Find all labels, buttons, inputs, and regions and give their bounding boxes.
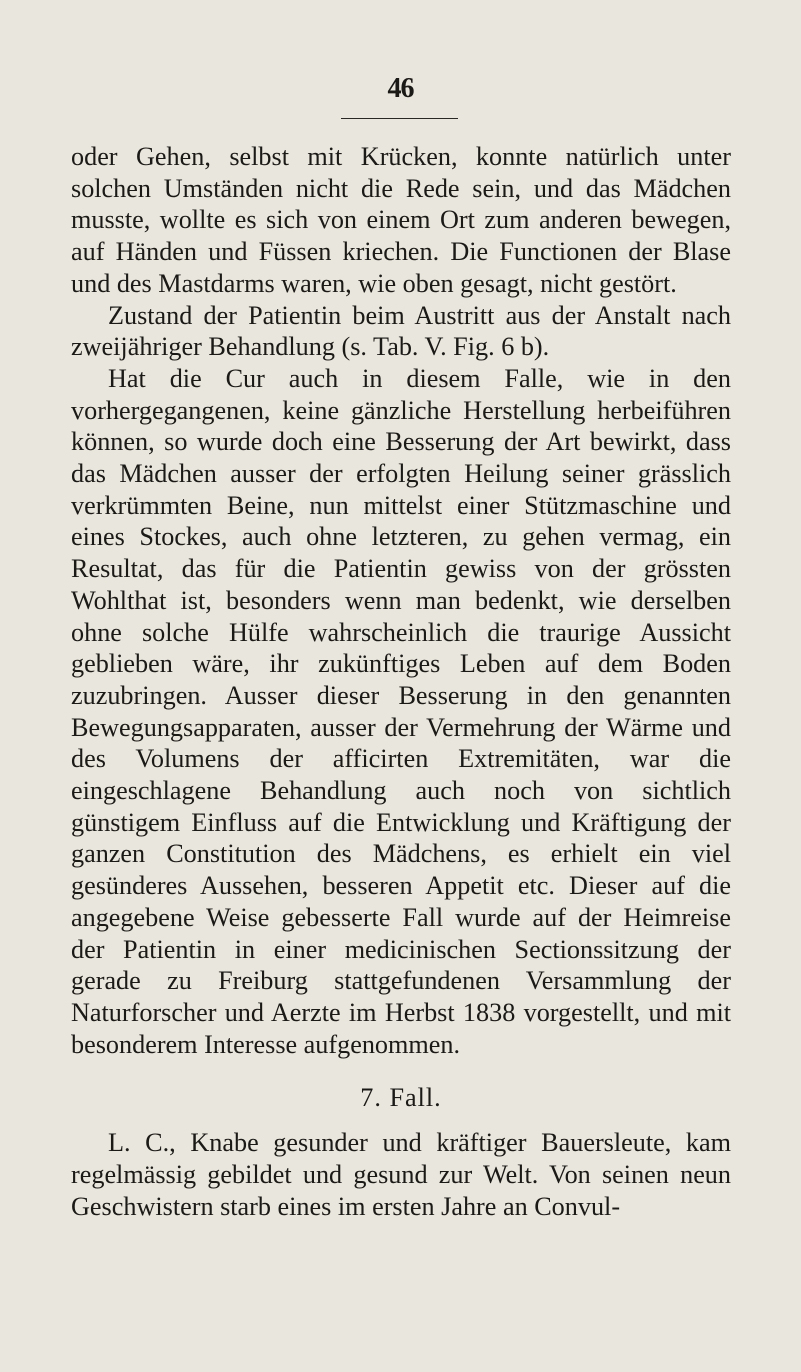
page-number: 46 xyxy=(387,73,414,104)
section-heading: 7. Fall. xyxy=(360,1083,442,1113)
header-rule xyxy=(341,118,458,119)
paragraph-continuation: oder Gehen, selbst mit Krücken, konnte natürlich unter solchen Umständen nicht die Rede sein, und das Mädchen musste, wollte es sich von einem Ort zum anderen bewegen, auf Händen und Füssen kriechen. Die Functionen der Blase und des Mastdarms waren, wie oben gesagt, nicht gestört. xyxy=(71,142,731,298)
paragraph-case-seven: L. C., Knabe gesunder und kräftiger Bauersleute, kam regelmässig gebildet und gesund zur Welt. Von seinen neun Geschwistern starb eines im ersten Jahre an Convul- xyxy=(71,1128,731,1221)
body-text xyxy=(71,141,731,1222)
paragraph-treatment-result: Hat die Cur auch in diesem Falle, wie in den vorhergegangenen, keine gänzliche Herstellung herbeiführen können, so wurde doch eine Besserung der Art bewirkt, dass das Mädchen ausser der erfolgten Heilung seiner grässlich verkrümmten Beine, nun mittelst einer Stützmaschine und eines Stockes, auch ohne letzteren, zu gehen vermag, ein Resultat, das für die Patientin gewiss von der grössten Wohlthat ist, besonders wenn man bedenkt, wie derselben ohne solche Hülfe wahrscheinlich die traurige Aussicht geblieben wäre, ihr zukünftiges Leben auf dem Boden zuzubringen. Ausser dieser Besserung in den genannten Bewegungsapparaten, ausser der Vermehrung der Wärme und des Volumens der afficirten Extremitäten, war die eingeschlagene Behandlung auch noch von sichtlich günstigem Einfluss auf die Entwicklung und Kräftigung der ganzen Constitution des Mädchens, es erhielt ein viel gesünderes Aussehen, besseren Appetit etc. Dieser auf die angegebene Weise gebesserte Fall wurde auf der Heimreise der Patientin in einer medicinischen Sectionssitzung der gerade zu Freiburg stattgefundenen Versammlung der Naturforscher und Aerzte im Herbst 1838 vorgestellt, und mit besonderem Interesse aufgenommen. xyxy=(71,363,731,1059)
paragraph-discharge-status: Zustand der Patientin beim Austritt aus der Anstalt nach zweijähriger Behandlung (s. Tab. V. Fig. 6 b). xyxy=(71,300,731,362)
